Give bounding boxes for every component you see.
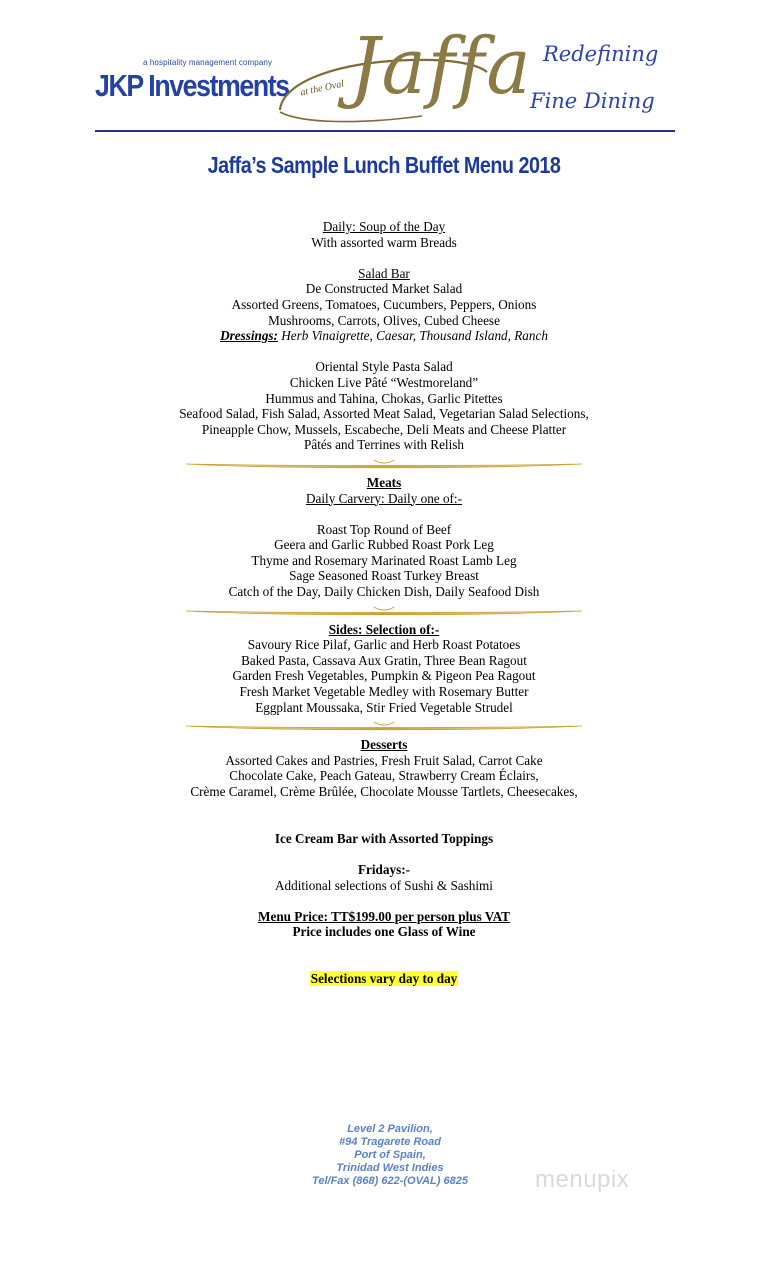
meats-line: Roast Top Round of Beef bbox=[316, 521, 452, 537]
meats-heading: Meats bbox=[366, 474, 402, 490]
salad-heading: Salad Bar bbox=[358, 265, 410, 281]
soup-heading: Daily: Soup of the Day bbox=[322, 219, 446, 234]
meats-line: Geera and Garlic Rubbed Roast Pork Leg bbox=[274, 537, 494, 553]
meats-line: Thyme and Rosemary Marinated Roast Lamb Leg bbox=[251, 552, 517, 568]
dressings-label: Dressings: bbox=[220, 328, 278, 344]
gold-flourish-divider bbox=[184, 455, 584, 473]
salad-line: Oriental Style Pasta Salad bbox=[315, 359, 453, 375]
desserts-line: Assorted Cakes and Pastries, Fresh Fruit Salad, Carrot Cake bbox=[225, 752, 543, 768]
jaffa-at-the-oval: at the Oval bbox=[299, 78, 346, 99]
menu-body bbox=[0, 219, 768, 987]
salad-line: Mushrooms, Carrots, Olives, Cubed Cheese bbox=[268, 312, 500, 328]
slogan-line-2: Fine Dining bbox=[530, 89, 655, 113]
address-line: #94 Tragarete Road bbox=[339, 1136, 441, 1148]
sides-line: Fresh Market Vegetable Medley with Rosemary Butter bbox=[239, 684, 529, 700]
ice-cream-bar: Ice Cream Bar with Assorted Toppings bbox=[274, 830, 494, 846]
fridays-line: Additional selections of Sushi & Sashimi bbox=[275, 877, 493, 893]
sides-line: Garden Fresh Vegetables, Pumpkin & Pigeon Pea Ragout bbox=[232, 668, 536, 684]
salad-line: Hummus and Tahina, Chokas, Garlic Pitettes bbox=[265, 390, 503, 406]
menu-price: Menu Price: TT$199.00 per person plus VAT bbox=[258, 908, 510, 924]
letterhead bbox=[0, 0, 768, 135]
address-block bbox=[290, 1123, 490, 1188]
address-line: Port of Spain, bbox=[354, 1149, 426, 1161]
salad-line: Pâtés and Terrines with Relish bbox=[304, 437, 464, 453]
salad-line: Pineapple Chow, Mussels, Escabeche, Deli Meats and Cheese Platter bbox=[201, 421, 567, 437]
desserts-line: Crème Caramel, Crème Brûlée, Chocolate Mousse Tartlets, Cheesecakes, bbox=[190, 784, 578, 799]
soup-line: With assorted warm Breads bbox=[311, 234, 457, 250]
menupix-watermark: menupix bbox=[535, 1166, 630, 1193]
salad-line: Assorted Greens, Tomatoes, Cucumbers, Peppers, Onions bbox=[231, 296, 537, 312]
jkp-logo: JKP Investments bbox=[95, 68, 289, 103]
fridays-heading: Fridays:- bbox=[357, 861, 410, 877]
jkp-tagline: a hospitality management company bbox=[143, 58, 273, 67]
desserts-heading: Desserts bbox=[360, 737, 408, 753]
dressings-value: Herb Vinaigrette, Caesar, Thousand Island, Ranch bbox=[277, 328, 548, 344]
jaffa-logo: Jaffa bbox=[350, 22, 533, 112]
sides-heading: Sides: Selection of:- bbox=[328, 621, 440, 637]
sides-line: Baked Pasta, Cassava Aux Gratin, Three Bean Ragout bbox=[241, 652, 527, 668]
dressings-line bbox=[0, 328, 768, 344]
salad-line: Chicken Live Pâté “Westmoreland” bbox=[289, 374, 479, 390]
meats-line: Sage Seasoned Roast Turkey Breast bbox=[289, 568, 479, 584]
meats-line: Catch of the Day, Daily Chicken Dish, Daily Seafood Dish bbox=[228, 584, 540, 600]
address-line: Level 2 Pavilion, bbox=[347, 1123, 433, 1135]
sides-line: Eggplant Moussaka, Stir Fried Vegetable Strudel bbox=[255, 699, 513, 715]
sides-line: Savoury Rice Pilaf, Garlic and Herb Roast Potatoes bbox=[247, 637, 521, 653]
page-title: Jaffa’s Sample Lunch Buffet Menu 2018 bbox=[207, 152, 561, 178]
phone-fax: Tel/Fax (868) 622-(OVAL) 6825 bbox=[312, 1175, 468, 1187]
salad-line: Seafood Salad, Fish Salad, Assorted Meat Salad, Vegetarian Salad Selections, bbox=[179, 406, 589, 422]
desserts-line: Chocolate Cake, Peach Gateau, Strawberry Cream Éclairs, bbox=[229, 768, 539, 784]
selections-note: Selections vary day to day bbox=[310, 971, 458, 987]
gold-flourish-divider bbox=[184, 717, 584, 735]
meats-subheading: Daily Carvery: Daily one of:- bbox=[305, 490, 462, 506]
selections-note-line bbox=[0, 971, 768, 987]
gold-flourish-divider bbox=[184, 602, 584, 620]
header-divider bbox=[95, 130, 675, 132]
address-line: Trinidad West Indies bbox=[336, 1162, 444, 1174]
price-note: Price includes one Glass of Wine bbox=[292, 924, 476, 940]
slogan-line-1: Redefining bbox=[543, 42, 659, 66]
salad-line: De Constructed Market Salad bbox=[305, 281, 463, 297]
